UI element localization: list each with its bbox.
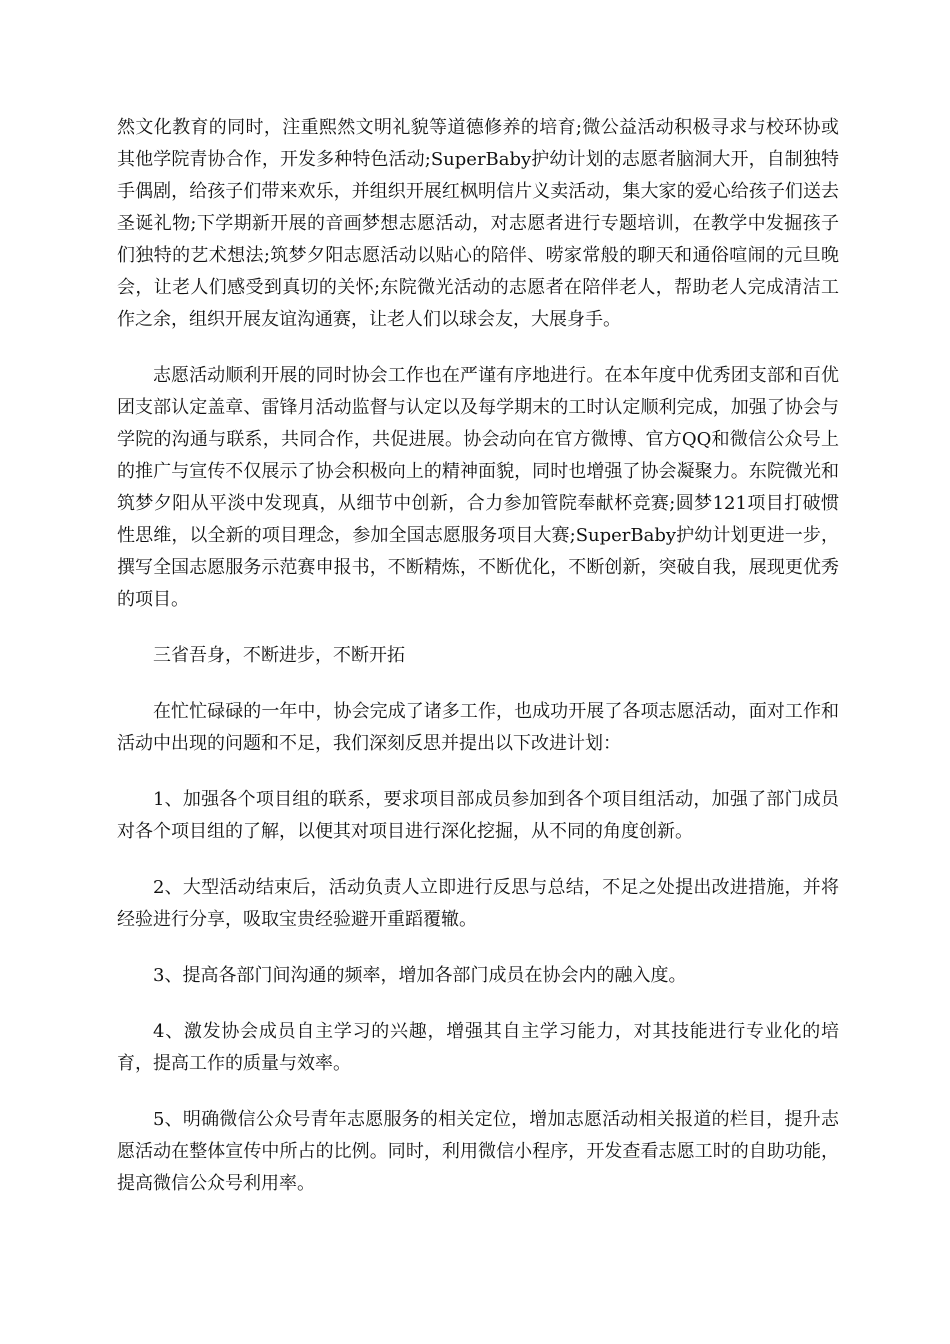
document-page [117,112,839,1224]
list-item-4: 4、激发协会成员自主学习的兴趣，增强其自主学习能力，对其技能进行专业化的培育，提高工作的质量与效率。 [117,1021,839,1074]
list-item-2: 2、大型活动结束后，活动负责人立即进行反思与总结，不足之处提出改进措施，并将经验进行分享，吸取宝贵经验避开重蹈覆辙。 [117,877,839,930]
paragraph-improvement-intro: 在忙忙碌碌的一年中，协会完成了诸多工作，也成功开展了各项志愿活动，面对工作和活动中出现的问题和不足，我们深刻反思并提出以下改进计划： [117,701,839,754]
paragraph-continued-activities: 然文化教育的同时，注重熙然文明礼貌等道德修养的培育;微公益活动积极寻求与校环协或其他学院青协合作，开发多种特色活动;SuperBaby护幼计划的志愿者脑洞大开，自制独特手偶剧，给孩子们带来欢乐，并组织开展红枫明信片义卖活动，集大家的爱心给孩子们送去圣诞礼物;下学期新开展的音画梦想志愿活动，对志愿者进行专题培训，在教学中发掘孩子们独特的艺术想法;筑梦夕阳志愿活动以贴心的陪伴、唠家常般的聊天和通俗喧闹的元旦晚会，让老人们感受到真切的关怀;东院微光活动的志愿者在陪伴老人，帮助老人完成清洁工作之余，组织开展友谊沟通赛，让老人们以球会友，大展身手。 [117,117,839,330]
list-item-5: 5、明确微信公众号青年志愿服务的相关定位，增加志愿活动相关报道的栏目，提升志愿活动在整体宣传中所占的比例。同时，利用微信小程序，开发查看志愿工时的自助功能，提高微信公众号利用率。 [117,1109,839,1194]
list-item-3: 3、提高各部门间沟通的频率，增加各部门成员在协会内的融入度。 [153,965,687,986]
paragraph-association-work: 志愿活动顺利开展的同时协会工作也在严谨有序地进行。在本年度中优秀团支部和百优团支部认定盖章、雷锋月活动监督与认定以及每学期末的工时认定顺利完成，加强了协会与学院的沟通与联系，共同合作，共促进展。协会动向在官方微博、官方QQ和微信公众号上的推广与宣传不仅展示了协会积极向上的精神面貌，同时也增强了协会凝聚力。东院微光和筑梦夕阳从平淡中发现真，从细节中创新，合力参加管院奉献杯竞赛;圆梦121项目打破惯性思维，以全新的项目理念，参加全国志愿服务项目大赛;SuperBaby护幼计划更进一步，撰写全国志愿服务示范赛申报书，不断精炼，不断优化，不断创新，突破自我，展现更优秀的项目。 [117,365,839,610]
section-heading-reflection: 三省吾身，不断进步，不断开拓 [153,645,405,666]
list-item-1: 1、加强各个项目组的联系，要求项目部成员参加到各个项目组活动，加强了部门成员对各个项目组的了解，以便其对项目进行深化挖掘，从不同的角度创新。 [117,789,839,842]
